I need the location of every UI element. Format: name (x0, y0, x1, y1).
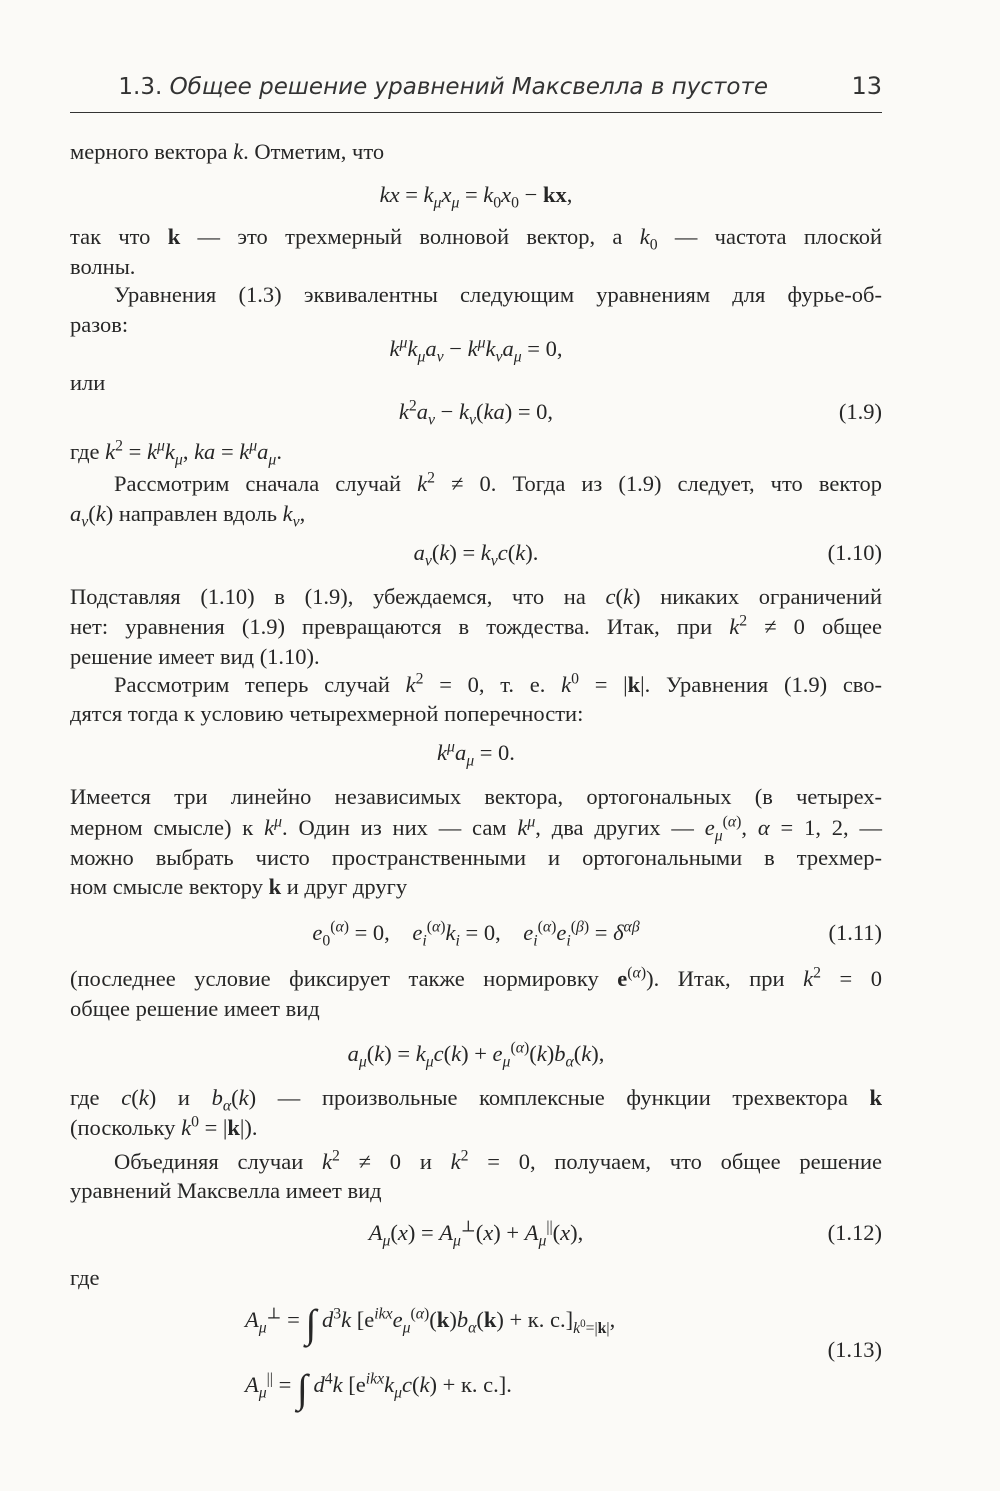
text-line: Рассмотрим теперь случай $k^2 = 0$, т. е. $k^0 = |k|$. Уравнения (1.9) сво- (114, 670, 883, 697)
equation-number: (1.10) (827, 540, 882, 565)
running-title (118, 74, 768, 100)
text-line: решение имеет вид (1.10). (70, 644, 320, 669)
equation-1-10: $a_\nu(k) = k_\nu c(k)$. (413, 540, 539, 570)
text-line: $a_\nu(k)$ направлен вдоль $k_\nu$, (70, 501, 306, 531)
text-line: мерном смысле) к $k^\mu$. Один из них — сам $k^\mu$, два других — $e_\mu^{(\alpha)}$, α = 1, 2, — (70, 813, 883, 845)
section-number: 1.3. (118, 74, 163, 100)
text-line: ном смысле вектору k и друг другу (70, 874, 408, 899)
equation-1-13-par: $A_\mu^{||}$ = ∫ $d^4k$ [$e^{ikx}k_\mu c(k) + к$. с.]. (245, 1366, 512, 1411)
text-line: можно выбрать чисто пространственными и ортогональными в трехмер- (70, 845, 882, 870)
equation-transversality: $k^\mu a_\mu = 0$. (437, 738, 515, 770)
text-line: Объединяя случаи $k^2 \ne 0$ и $k^2 = 0$, получаем, что общее решение (114, 1147, 882, 1174)
text-line: где c(k) и $b_\alpha(k)$ — произвольные комплексные функции трехвектора k (70, 1085, 883, 1115)
text-line: мерного вектора k. Отметим, что (70, 139, 385, 164)
equation-1-12: $A_\mu(x) = A_\mu^\perp(x) + A_\mu^{||}(x)$, (368, 1218, 584, 1250)
text-line: Рассмотрим сначала случай $k^2 \ne 0$. Тогда из (1.9) следует, что вектор (114, 469, 882, 496)
text-line: где $k^2 = k^\mu k_\mu$, ka = $k^\mu a_\mu$. (70, 437, 282, 469)
equation-general-solution: $a_\mu(k) = k_\mu c(k) + e_\mu^{(\alpha)}(k)b_\alpha(k)$, (347, 1039, 605, 1071)
equation-1-9: $k^2a_\nu - k_\nu(ka) = 0$, (398, 397, 554, 429)
page-number: 13 (851, 72, 882, 100)
equation-number: (1.12) (827, 1220, 882, 1245)
equation-fourier: $k^\mu k_\mu a_\nu - k^\mu k_\nu a_\mu = 0$, (389, 334, 563, 366)
text-line: так что k — это трехмерный волновой вектор, а $k_0$ — частота плоской (70, 224, 882, 254)
text-line: (поскольку $k^0 = |k|$). (70, 1113, 258, 1140)
text-line: где (70, 1265, 100, 1290)
text-line: Уравнения (1.3) эквивалентны следующим уравнениям для фурье-об- (114, 282, 882, 307)
text-line: волны. (70, 254, 136, 279)
text-line: общее решение имеет вид (70, 996, 320, 1021)
equation-number: (1.13) (827, 1337, 882, 1362)
text-line: Имеется три линейно независимых вектора, ортогональных (в четырех- (70, 784, 882, 809)
text-line: (последнее условие фиксирует также нормировку $e^{(\alpha)}$). Итак, при $k^2 = 0$ (70, 964, 882, 991)
text-line: или (70, 370, 106, 395)
equation-kx: kx = $k_\mu x_\mu = k_0x_0$ − kx, (379, 182, 573, 212)
equation-1-11: $e_0^{(\alpha)} = 0$, $e_i^{(\alpha)}k_i = 0$, $e_i^{(\alpha)}e_i^{(\beta)} = \delta^{\alpha\beta}$ (312, 918, 640, 950)
text-line: нет: уравнения (1.9) превращаются в тождества. Итак, при $k^2 \ne 0$ общее (70, 612, 883, 639)
equation-1-13-perp: $A_\mu^\perp$ = ∫ $d^3k$ [$e^{ikx}e_\mu^{(\alpha)}(k)b_\alpha(k) + к$. $с.]_{k^0=|k|}$, (245, 1301, 616, 1346)
text-line: уравнений Максвелла имеет вид (70, 1178, 382, 1203)
text-line: Подставляя (1.10) в (1.9), убеждаемся, что на c(k) никаких ограничений (70, 584, 883, 609)
text-line: дятся тогда к условию четырехмерной поперечности: (70, 701, 584, 726)
equation-number: (1.11) (828, 920, 882, 945)
section-title: Общее решение уравнений Максвелла в пустоте (169, 74, 768, 100)
text-line: разов: (70, 312, 129, 337)
page-header (70, 72, 882, 113)
equation-number: (1.9) (838, 399, 882, 424)
